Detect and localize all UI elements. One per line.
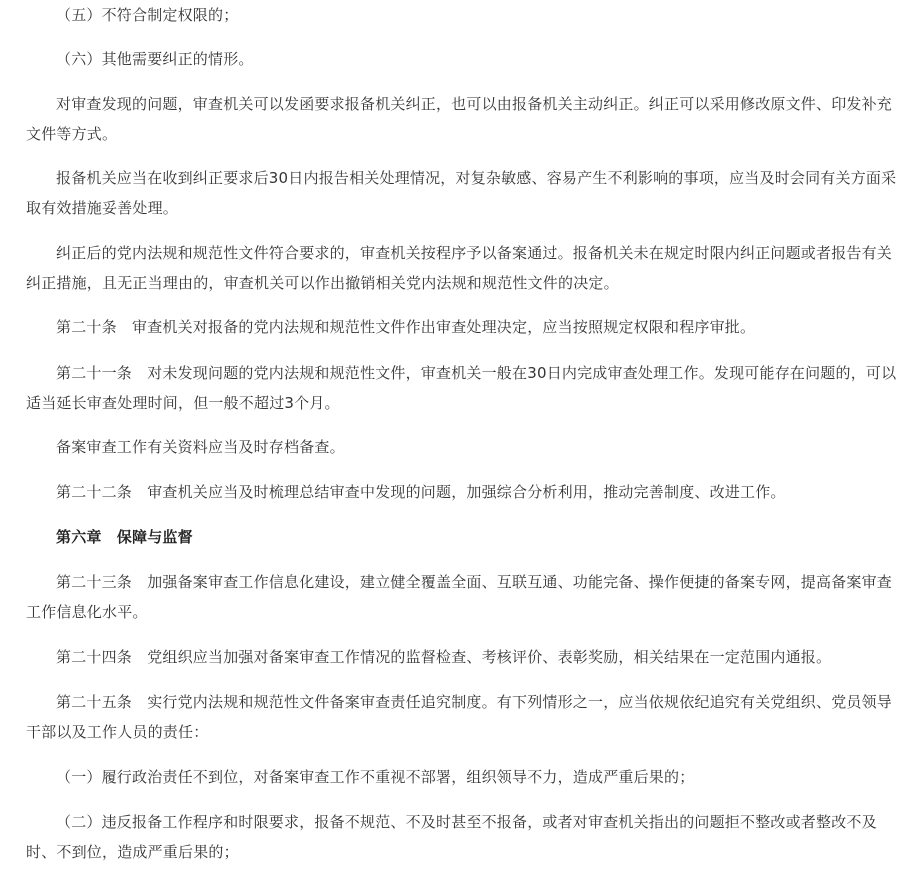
chapter-6-heading: 第六章 保障与监督	[56, 528, 193, 546]
paragraph-article-22: 第二十二条 审查机关应当及时梳理总结审查中发现的问题，加强综合分析利用，推动完善制度、改进工作。	[56, 483, 786, 501]
paragraph-article-24: 第二十四条 党组织应当加强对备案审查工作情况的监督检查、考核评价、表彰奖励，相关结果在一定范围内通报。	[56, 648, 832, 666]
paragraph-item-1: （一）履行政治责任不到位，对备案审查工作不重视不部署，组织领导不力，造成严重后果的；	[56, 768, 695, 786]
paragraph-report-deadline: 报备机关应当在收到纠正要求后30日内报告相关处理情况，对复杂敏感、容易产生不利影响的事项，应当及时会同有关方面采取有效措施妥善处理。	[26, 169, 897, 217]
paragraph-article-25: 第二十五条 实行党内法规和规范性文件备案审查责任追究制度。有下列情形之一，应当依规依纪追究有关党组织、党员领导干部以及工作人员的责任：	[26, 693, 893, 741]
paragraph-article-23: 第二十三条 加强备案审查工作信息化建设，建立健全覆盖全面、互联互通、功能完备、操作便捷的备案专网，提高备案审查工作信息化水平。	[26, 573, 893, 621]
paragraph-archive: 备案审查工作有关资料应当及时存档备查。	[56, 438, 345, 456]
paragraph-item-5: （五）不符合制定权限的；	[56, 6, 239, 24]
paragraph-item-6: （六）其他需要纠正的情形。	[56, 50, 254, 68]
paragraph-article-21: 第二十一条 对未发现问题的党内法规和规范性文件，审查机关一般在30日内完成审查处理工作。发现可能存在问题的，可以适当延长审查处理时间，但一般不超过3个月。	[26, 364, 897, 412]
paragraph-after-correction: 纠正后的党内法规和规范性文件符合要求的，审查机关按程序予以备案通过。报备机关未在规定时限内纠正问题或者报告有关纠正措施，且无正当理由的，审查机关可以作出撤销相关党内法规和规范性文件的决定。	[26, 244, 893, 292]
paragraph-correction-methods: 对审查发现的问题，审查机关可以发函要求报备机关纠正，也可以由报备机关主动纠正。纠正可以采用修改原文件、印发补充文件等方式。	[26, 95, 893, 143]
paragraph-article-20: 第二十条 审查机关对报备的党内法规和规范性文件作出审查处理决定，应当按照规定权限和程序审批。	[56, 318, 756, 336]
paragraph-item-2: （二）违反报备工作程序和时限要求，报备不规范、不及时甚至不报备，或者对审查机关指出的问题拒不整改或者整改不及时、不到位，造成严重后果的；	[26, 813, 877, 861]
